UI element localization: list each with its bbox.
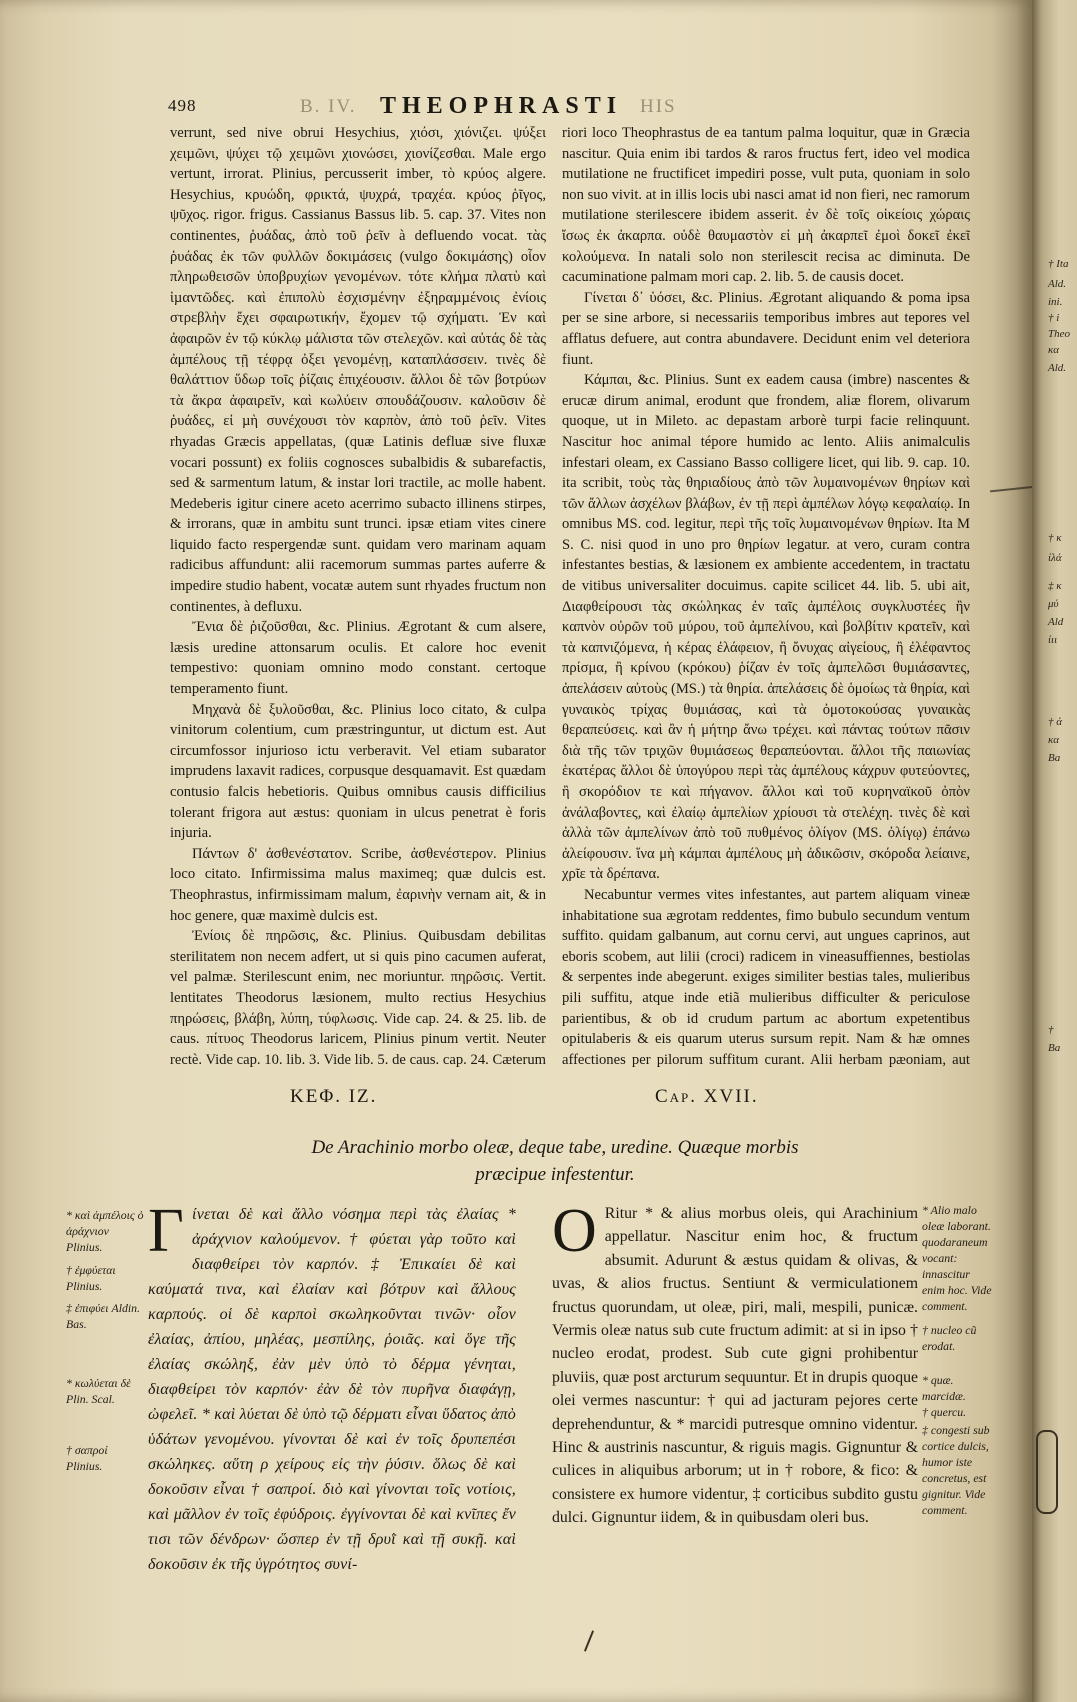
latin-chapter-heading: Cap. XVII.	[655, 1086, 759, 1107]
adjacent-page-fragment: † i	[1048, 312, 1060, 324]
show-through-text-right: HIS	[640, 96, 677, 117]
adjacent-page-fragment: † ά	[1048, 716, 1063, 728]
adjacent-page-fragment: ίλά	[1048, 552, 1062, 564]
adjacent-page-fragment: Theo	[1048, 328, 1070, 340]
adjacent-page-fragment: Ald	[1048, 616, 1064, 628]
commentary-right-column	[562, 123, 970, 1073]
page-header	[0, 93, 1032, 124]
commentary-paragraph: Πάντων δ' ἀσθενέστατον. Scribe, ἀσθενέστερον. Plinius loco citato. Infirmissima malus maximeq; quæ dulcis est. Theophrastus, infirmissimam malum, ἐαρινὴν vernam ait, & in hoc genere, quæ maximè dulcis est.	[170, 845, 546, 924]
chapter-title-line-1: De Arachinio morbo oleæ, deque tabe, uredine. Quæque morbis	[311, 1137, 799, 1158]
commentary-paragraph: Κάμπαι, &c. Plinius. Sunt ex eadem causa (imbre) nascentes & erucæ dirum animal, erodunt que frondem, aliæ florem, olivarum quoque, ut in Mileto. ac depastam arborè turpi facie relinquunt. Nascitur hoc animal tépore humido ac lento. Aliis animalculis infestari oleam, ex Cassiano Basso colligere licet, qui lib. 9. cap. 10. ita scribit, τοὺς τὰς θηριαδίους ἀπὸ τῶν λυμαινομένων θηρίων καὶ τῶν ἄλλων ἀσχέλων βλάβων, ἐν τῇ περὶ ἀμπέλων λόγῳ κεφαλαίῳ. In omnibus MS. cod. legitur, περὶ τῆς τοῖς λυμαινομένων θηρίων. Ita M S. C. nisi quod in uno pro θηρίων legatur. at vero, curam contra infestantes bestias, & læsionem ex ambiente accedentem, in tractatu de vitibus universaliter docuimus. capite scilicet 44. lib. 5. ubi ait, Διαφθείρουσι τὰς σκώληκας ἐν ταῖς ἀμπέλοις συγκλυστέες ἢν καπνὸν οὐρῶν τοῦ μύρου, τοῦ ἀμπελίνου, καὶ βολβίτιν κρατεῖν, καὶ τὰ καπνιζόμενα, ἡ κέρας ἐλάφειον, ἢ ὄνυχας αἰγείους, ἢ ἐλέφαντος πρίσμα, ἢ κρίνου (κρόκου) ῥίζαν ἐν τοῖς ἀμπελῶσι θυμιάσαντες, ἀπελάσειν αὐτοὺς (MS.) τὰ θηρία. ἀπελάσεις δὲ ὁμοίως τὰ θηρία, καὶ γυναικὸς τρίχας θυμιάσας, καὶ τὰ ὀμοτοκούσας γυναικὰς θεραπεύσεις. καὶ ἂν ἡ μήτηρ ἄνω τρέχει. καὶ πάντας τούτων πᾶσιν διὰ τῆς τῶν τριχῶν θυμιάσεως θεραπεύονται. ἄλλοι τῆς παιωνίας ἑκατέρας ἄλλοι δὲ ὑπογύρου περὶ τὰς ἀμπέλους κάχρυν φυτεύοντες, ἢ σκορόδιον τε καὶ πήγανον. ἄλλοι καὶ τοῦ κυρηναϊκοῦ ὀπὸν ἀνάλαβοντες, καὶ ἐλαίῳ ἀμπελίων χρίουσι τὰ στελέχη. τινὲς δὲ καὶ ἀλλὰ τῶν ἀμπελίνων ἀπὸ τοῦ πυθμένος ὀλίγον (MS. ὀλίγῳ) ἐπάνω ἀλείφουσιν. ἵνα μὴ κάμπαι ἀμπέλους μὴ ἀδικῶσιν, σκόροδα λείαινε, χρῖε τὰ δρέπανα.	[562, 372, 970, 883]
adjacent-page-fragment: Ald.	[1048, 278, 1067, 290]
commentary-paragraph: verrunt, sed nive obrui Hesychius, χιόσι, χιόνιζει. ψύξει χειµῶνι, ψύχει τῷ χειµῶνι χιονώσει, χιονίζεσθαι. Male ergo vertunt, irrorat. Plinius, percusserit imber, τὸ κρύος algere. Hesychius, κρυώδη, φρικτά, ψυχρά, τραχέα. κρύος ῥῖγος, ψῦχος. rigor. frigus. Cassianus Bassus lib. 5. cap. 37. Vites non continentes, ῥυάδας, ἀπὸ τοῦ ῥεῖν à defluendo vocat. τὰς ῥυάδας ἐκ τῶν φυλλῶν δοκιµάσεις (vulgo δοκιμάσης) οἷον πληρωθεισῶν ὑποβρυχίων γενοµένων. τότε κλήµα πλατὺ καὶ ἱµαντῶδες. καὶ ἐπιπολὺ ἐσχισµένην ἐξηραµµένοις ἐνίοις στρεβλὴν ἔχει σφαιρωτικήν, ἔχοµεν τῷ σχήµατι. Ἐν καὶ ἀφαιρῶν ἐν τῷ κύκλῳ μάλιστα τῶν στελεχῶν. καὶ αὐτάς δὲ τὰς ἀμπέλους τῇ τέφρᾳ ὀξει γενοµένῃ, καταπλάσσειν. τινὲς δὲ θαλάττιον ὕδωρ τοῖς ῥίζαις ἐπιχέουσιν. ἄλλοι δὲ τῶν βοτρύων τὰ ἄκρα ἀφαιρεῖν, καὶ κωλύειν σπουδάζουσιν. καλοῦσιν δὲ ῥυάδες, εἰ µὴ συνέχουσι τὸν καρπὸν, ἀπὸ τοῦ ῥεῖν. Vites rhyadas Græcis appellatas, (quæ Latinis defluæ sive fluxæ vocari possunt) ex foliis cognosces subalbidis & subarefactis, sed & sarmentum latum, & instar lori tractile, ac molle habent. Medeberis igitur cinere aceto acerrimo subacto illinens stirpes, & irrorans, quæ in ambitu sunt trunci. ipsæ etiam vites cinere liquido facto respergendæ sunt. quidam vero marinam aquam radicibus affundunt: alii racemorum summas partes auferre & impedire studio habent, vocatæ autem sunt rhyades fructum non continentes, à defluxu.	[170, 125, 546, 615]
chapter-title-line-2: præcipue infestentur.	[475, 1164, 635, 1185]
commentary-paragraph: Μηχανὰ δὲ ξυλοῦσθαι, &c. Plinius loco citato, & culpa vinitorum colentium, cum præstringuntur, ut dictum est. Aut circumfossor injurioso ictu verberavit. Vel etiam subarator imprudens laxavit radices, corpusque desquamavit. Est quædam contusio falcis hebetioris. Quibus omnibus causis difficilius tolerant frigora aut æstus: quoniam in ulcus penetrat è foris injuria.	[170, 701, 546, 842]
left-margin-note: † σαπροί Plinius.	[66, 1443, 108, 1473]
pen-mark	[584, 1630, 594, 1651]
greek-drop-capital: Γ	[148, 1202, 185, 1265]
commentary-paragraph: Γίνεται δ᾽ ὑόσει, &c. Plinius. Ægrotant aliquando & poma ipsa per se sine arbore, si necessariis temporibus imbres aut tepores vel afflatus defuere, aut contra abundavere. Decidunt enim vel deteriora fiunt.	[562, 289, 970, 368]
adjacent-page-fragment: κα	[1048, 734, 1060, 746]
adjacent-page-fragment: † Ita	[1048, 258, 1069, 270]
right-margin-note: † nucleo cũ erodat.	[922, 1323, 977, 1353]
right-margin-note: * Alio malo oleæ laborant. quodaraneum vocant: innascitur enim hoc. Vide comment.	[922, 1203, 992, 1313]
adjacent-page-fragment: κα	[1048, 344, 1060, 356]
latin-text-body	[552, 1202, 918, 1582]
commentary-paragraph: Necabuntur vermes vites infestantes, aut partem aliquam vineæ inhabitatione sua ægrotam reddentes, fimo bubulo secundum ventum suffito. quidam galbanum, aut cornu cervi, aut ungues caprinos, aut eboris scobem, aut lilii (croci) radicem in vineasuffiennes, bestiolas & serpentes inde abegerunt. exiges similiter bestias tales, mulieribus pili suffitu, atque inde etiã mulieribus difficulter & periculose parientibus, & ob id crudum partum ac abortum expetentibus opitulaberis & eis quarum uterus sursum repit. Nam & hæ omnes affectiones per pilorum suffitum curant. Alii herbam pæoniam, aut	[562, 886, 970, 1068]
left-margin-note: † ἐμφύεται Plinius.	[66, 1263, 116, 1293]
adjacent-page-fragment: † κ	[1048, 532, 1062, 544]
commentary-left-column	[170, 123, 546, 1073]
left-margin-note: * κωλύεται δὲ Plin. Scal.	[66, 1376, 131, 1406]
adjacent-page-fragment: Ba	[1048, 752, 1061, 764]
commentary-paragraph: Ἔνια δὲ ῥιζοῦσθαι, &c. Plinius. Ægrotant & cum alsere, læsis uredine attonsarum oculis. Et calore hoc evenit tempestivo: quoniam omnino modo constant. certoque temperamento fiunt.	[170, 619, 546, 698]
commentary-paragraph: Ἐνίοις δὲ πηρῶσις, &c. Plinius. Quibusdam debilitas sterilitatem non necem adfert, ut si quis pino cacumen auferat, vel palmæ. Sterilescunt enim, nec moriuntur. πηρῶσις. Vertit. lentitates Theodorus læsionem, multo rectius Hesychius πηρώσεις, βλάβη, λύπη, τύφλωσις. Vide cap. 24. & 25. lib. de caus. πίτυος Theodorus laricem, Plinius pinum vertit. Neuter rectè. Vide cap. 10. lib. 3. Vide lib. 5. de caus. cap. 24. Cæterum	[170, 928, 546, 1068]
adjacent-page-fragment: ini.	[1048, 296, 1063, 308]
right-margin-note: † quercu.	[922, 1405, 967, 1419]
left-margin-note: * καὶ ἀμπέλοις ὁ ἀράχνιον Plinius.	[66, 1208, 144, 1254]
binding-clip	[1036, 1430, 1058, 1514]
left-margin-note: ‡ ἐπιφύει Aldin. Bas.	[66, 1301, 141, 1331]
adjacent-page-fragment: Ald.	[1048, 362, 1067, 374]
show-through-text-left: B. IV.	[300, 96, 357, 117]
adjacent-page-fragment: Ba	[1048, 1042, 1061, 1054]
adjacent-page-fragment: μύ	[1048, 598, 1059, 610]
adjacent-page-fragment: ίιι	[1048, 634, 1058, 646]
right-margin-note: ‡ congesti sub cortice dulcis, humor iste concretus, est gignitur. Vide comment.	[922, 1423, 990, 1517]
page-number: 498	[168, 96, 197, 115]
adjacent-page-fragment: †	[1048, 1024, 1054, 1036]
greek-text: ίνεται δὲ καὶ ἄλλο νόσημα περὶ τὰς ἐλαίας * ἀράχνιον καλούμενον. † φύεται γὰρ τοῦτο καὶ διαφθείρει τὸν καρπόν. ‡ Ἐπικαίει δὲ καὶ καύματά τινα, καὶ ἐλαίαν καὶ βότρυν καὶ ἄλλους καρπούς. οἱ δὲ καρποὶ σκωληκοῦνται τινῶν· οἷον ἐλαίας, ἀπίου, μηλέας, μεσπίλης, ῥοιᾶς. καὶ ὅγε τῆς ἐλαίας σκώληξ, ἐὰν μὲν ὑπὸ τὸ δέρμα γένηται, διαφθείρει τὸν καρπόν· ἐὰν δὲ τὸν πυρῆνα διαφάγῃ, ὠφελεῖ. * καὶ λύεται δὲ ὑπὸ τῷ δέρματι εἶναι ὕδατος ἀπὸ ὑδάτων γενομένου. γίνονται δὲ καὶ ἐν τοῖς δρυπεπέσι σκώληκες. αὕτη ρ χείρους εἰς τὴν ῥύσιν. ὅλως δὲ καὶ δοκοῦσιν εἶναι † σαπροί. διὸ καὶ γίνονται τοῖς νοτίοις, καὶ μᾶλλον ἐν τοῖς ἐφύδροις. ἐγγίνονται δὲ καὶ κνῖπες ἔν τισι τῶν δένδρων· ὥσπερ ἐν τῇ δρυῒ καὶ τῇ συκῇ. καὶ δοκοῦσιν ἐκ τῆς ὑγρότητος συνί-	[148, 1206, 516, 1573]
right-margin-note: * quæ. marcidæ.	[922, 1373, 966, 1403]
greek-text-body	[148, 1202, 516, 1582]
commentary-paragraph: riori loco Theophrastus de ea tantum palma loquitur, quæ in Græcia nascitur. Quia enim ibi tardos & raros fructus fert, ideo vel modica mutilatione ne fructificet impediri posse, vult puta, quoniam in solo non suo vivit. at in illis locis ubi nasci amat id non fieri, nec ramorum mutilatione sterilescere ibidem asserit. ἐν δὲ τοῖς οἰκείοις χώραις ἴσως ἐκ ἀκαρπα. οὐδὲ θαυμαστὸν εἰ μὴ ἀκαρπεῖ ἐμοὶ δοκεῖ ἐκεῖ κολούμενα. In natali solo non sterilescit recisa ac diminuta. De cacuminatione palmam mori cap. 2. lib. 5. de causis docet.	[562, 125, 970, 286]
greek-chapter-heading: ΚΕΦ. ΙΖ.	[290, 1086, 378, 1107]
latin-drop-capital: O	[552, 1202, 597, 1265]
latin-text: Ritur * & alius morbus oleis, qui Arachinium appellatur. Nascitur enim hoc, & fructum absumit. Adurunt & æstus quidam & olivas, & uvas, & alios fructus. Sentiunt & vermiculationem fructus quorundam, ut oleæ, piri, mali, mespili, punicæ. Vermis oleæ natus sub cute fructum adimit: at si in ipso † nucleo erodat, prodest. Sub cute gigni prohibentur pluviis, quæ post arcturum sequuntur. Et in drupis quoque olei vermes nascuntur: † qui ad jacturam pejores certe deprehenduntur, & * marcidi putresque omnino videntur. Hinc & austrinis nascuntur, & riguis magis. Gignuntur & culices in aliquibus arborum; ut in † robore, & fico: & consistere ex humore videntur, ‡ corticibus subdito gustu dulci. Gignuntur iidem, & in quibusdam oleri bus.	[552, 1205, 918, 1527]
running-title: THEOPHRASTI	[380, 93, 623, 119]
ink-scratch	[990, 486, 1036, 493]
adjacent-page-fragment: ‡ κ	[1048, 580, 1062, 592]
